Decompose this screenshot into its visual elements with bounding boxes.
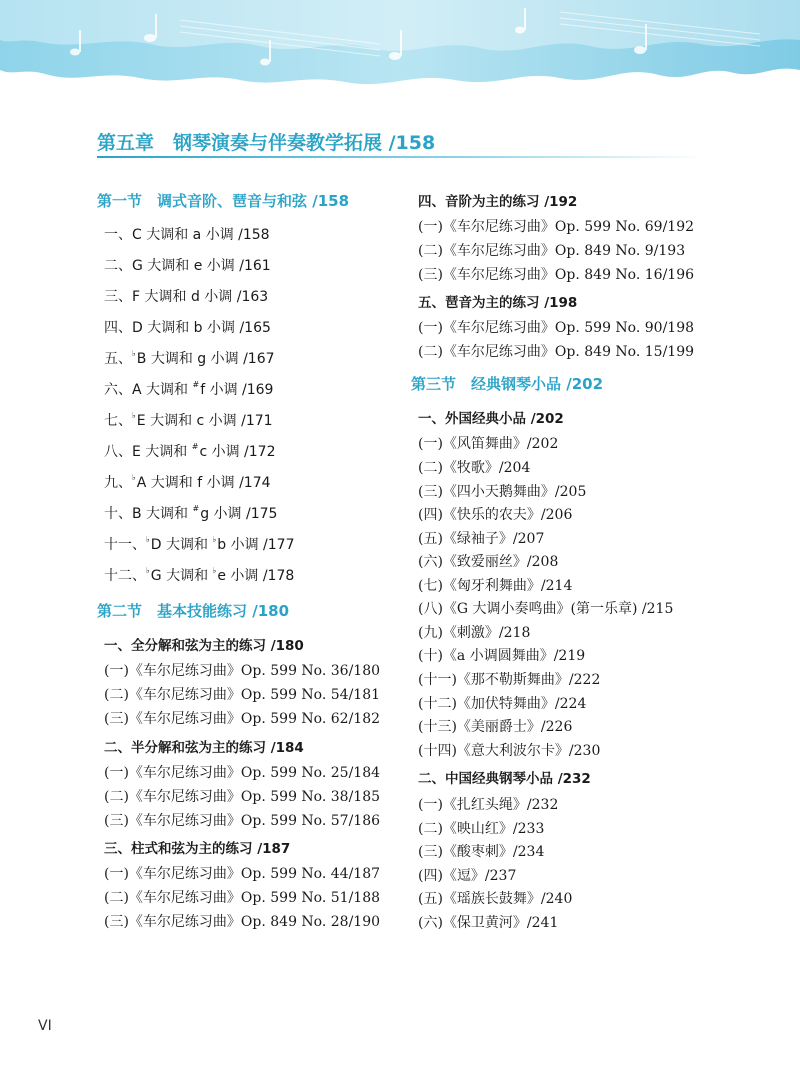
toc-entry: (二)《车尔尼练习曲》Op. 599 No. 51/188	[104, 890, 381, 906]
toc-entry: (五)《绿袖子》/207	[418, 531, 545, 547]
toc-entry: 十二、♭G 大调和 ♭e 小调 /178	[104, 566, 295, 584]
toc-entry: (三)《车尔尼练习曲》Op. 849 No. 16/196	[418, 267, 695, 283]
toc-entry: (四)《逗》/237	[418, 868, 517, 884]
toc-entry: (一)《车尔尼练习曲》Op. 599 No. 44/187	[104, 866, 381, 882]
toc-subheading: 一、外国经典小品 /202	[418, 411, 564, 427]
toc-entry: (一)《车尔尼练习曲》Op. 599 No. 25/184	[104, 765, 381, 781]
toc-entry: (三)《酸枣刺》/234	[418, 844, 545, 860]
toc-entry: (六)《致爱丽丝》/208	[418, 554, 559, 570]
toc-subheading: 二、中国经典钢琴小品 /232	[418, 771, 591, 787]
toc-entry: (六)《保卫黄河》/241	[418, 915, 559, 931]
section-2-title: 第二节 基本技能练习 /180	[97, 602, 290, 620]
page-number: VI	[38, 1018, 52, 1034]
toc-entry: (十二)《加伏特舞曲》/224	[418, 696, 587, 712]
toc-entry: (一)《车尔尼练习曲》Op. 599 No. 36/180	[104, 663, 381, 679]
toc-entry: (九)《刺激》/218	[418, 625, 531, 641]
toc-entry: (一)《车尔尼练习曲》Op. 599 No. 90/198	[418, 320, 695, 336]
toc-entry: (十一)《那不勒斯舞曲》/222	[418, 672, 601, 688]
toc-subheading: 四、音阶为主的练习 /192	[418, 194, 578, 210]
toc-entry: (十四)《意大利波尔卡》/230	[418, 743, 601, 759]
toc-entry: 六、A 大调和 #f 小调 /169	[104, 380, 274, 398]
toc-entry: 九、♭A 大调和 f 小调 /174	[104, 473, 271, 491]
toc-entry: 七、♭E 大调和 c 小调 /171	[104, 411, 273, 429]
toc-entry: (三)《车尔尼练习曲》Op. 849 No. 28/190	[104, 914, 381, 930]
toc-entry: 四、D 大调和 b 小调 /165	[104, 320, 271, 336]
toc-subheading: 三、柱式和弦为主的练习 /187	[104, 841, 291, 857]
toc-entry: (二)《车尔尼练习曲》Op. 849 No. 9/193	[418, 243, 686, 259]
toc-entry: 十一、♭D 大调和 ♭b 小调 /177	[104, 535, 295, 553]
section-1-title: 第一节 调式音阶、琶音与和弦 /158	[97, 192, 350, 210]
toc-subheading: 五、琶音为主的练习 /198	[418, 295, 578, 311]
toc-entry: (二)《车尔尼练习曲》Op. 599 No. 38/185	[104, 789, 381, 805]
toc-subheading: 二、半分解和弦为主的练习 /184	[104, 740, 304, 756]
toc-entry: (十)《a 小调圆舞曲》/219	[418, 648, 586, 664]
section-3-title: 第三节 经典钢琴小品 /202	[411, 375, 604, 393]
toc-entry: 二、G 大调和 e 小调 /161	[104, 258, 271, 274]
toc-entry: 三、F 大调和 d 小调 /163	[104, 289, 269, 305]
toc-entry: (一)《车尔尼练习曲》Op. 599 No. 69/192	[418, 219, 695, 235]
toc-entry: 五、♭B 大调和 g 小调 /167	[104, 349, 275, 367]
toc-entry: (二)《车尔尼练习曲》Op. 599 No. 54/181	[104, 687, 381, 703]
toc-entry: 一、C 大调和 a 小调 /158	[104, 227, 270, 243]
toc-entry: (二)《车尔尼练习曲》Op. 849 No. 15/199	[418, 344, 695, 360]
toc-entry: (四)《快乐的农夫》/206	[418, 507, 573, 523]
toc-entry: (五)《瑶族长鼓舞》/240	[418, 891, 573, 907]
toc-entry: (七)《匈牙利舞曲》/214	[418, 578, 573, 594]
toc-entry: (二)《映山红》/233	[418, 821, 545, 837]
toc-entry: (一)《风笛舞曲》/202	[418, 436, 559, 452]
toc-entry: (十三)《美丽爵士》/226	[418, 719, 573, 735]
toc-entry: (八)《G 大调小奏鸣曲》(第一乐章) /215	[418, 601, 674, 617]
toc-entry: 八、E 大调和 #c 小调 /172	[104, 442, 276, 460]
toc-entry: (一)《扎红头绳》/232	[418, 797, 559, 813]
header-banner	[0, 0, 800, 92]
toc-entry: (三)《四小天鹅舞曲》/205	[418, 484, 587, 500]
toc-entry: 十、B 大调和 #g 小调 /175	[104, 504, 278, 522]
toc-entry: (三)《车尔尼练习曲》Op. 599 No. 62/182	[104, 711, 381, 727]
chapter-divider	[97, 156, 705, 158]
chapter-title: 第五章 钢琴演奏与伴奏教学拓展 /158	[97, 132, 436, 154]
toc-subheading: 一、全分解和弦为主的练习 /180	[104, 638, 304, 654]
toc-entry: (二)《牧歌》/204	[418, 460, 531, 476]
toc-entry: (三)《车尔尼练习曲》Op. 599 No. 57/186	[104, 813, 381, 829]
